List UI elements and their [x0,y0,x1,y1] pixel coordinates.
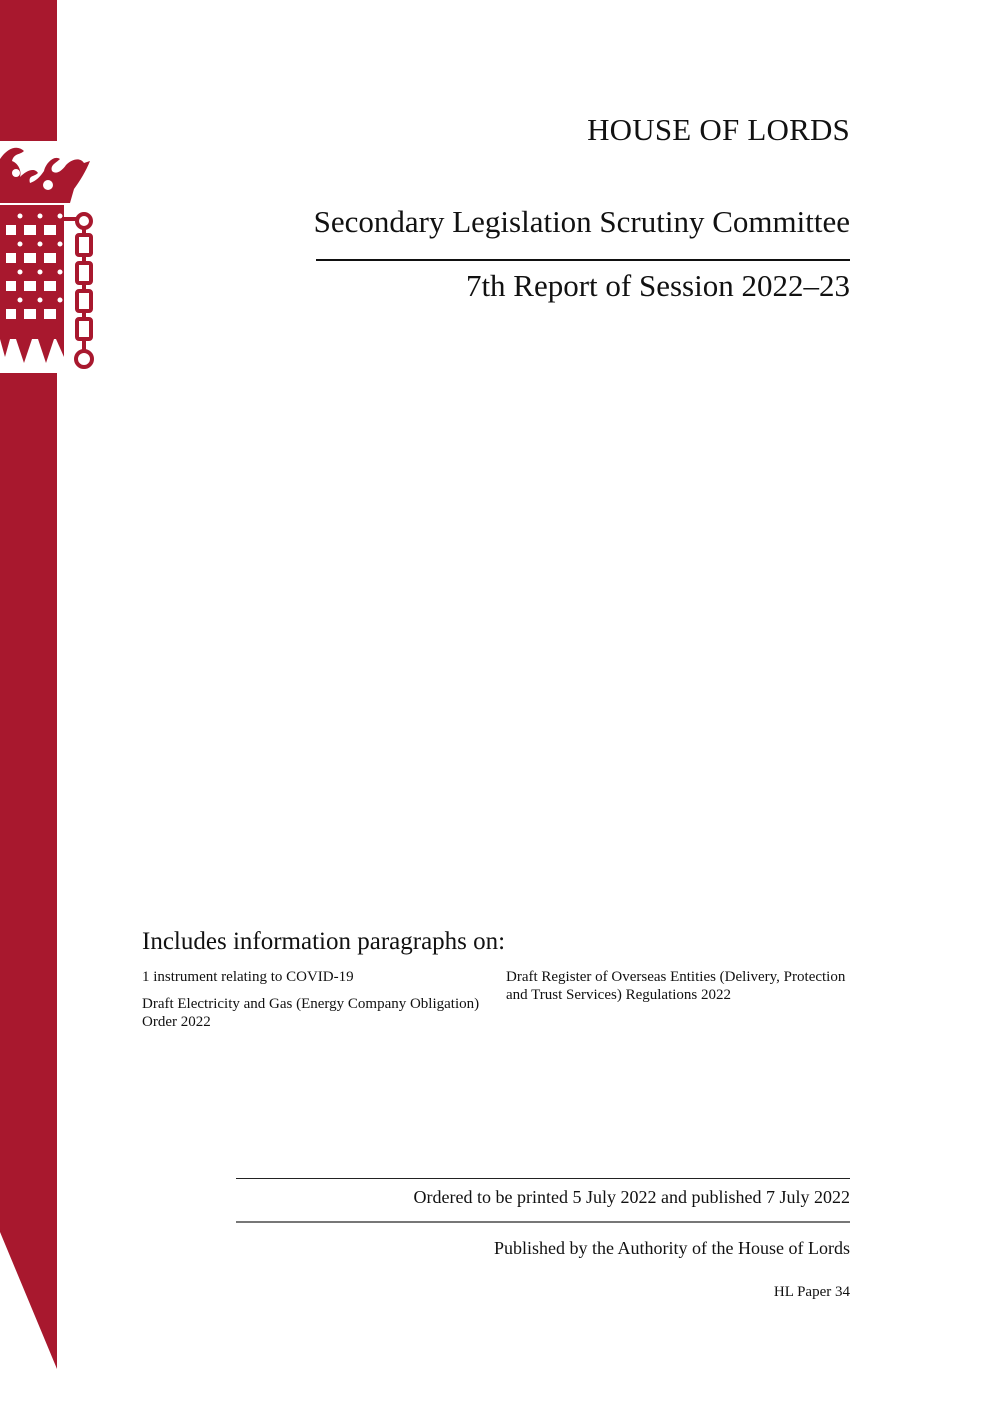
includes-item: Draft Electricity and Gas (Energy Company Obligation) Order 2022 [142,996,480,1030]
ordered-date: Ordered to be printed 5 July 2022 and published 7 July 2022 [413,1187,850,1207]
committee-name: Secondary Legislation Scrutiny Committee [313,204,850,239]
publisher-line: Published by the Authority of the House of Lords [494,1238,850,1258]
paper-number: HL Paper 34 [773,1284,850,1300]
includes-heading: Includes information paragraphs on: [142,928,506,955]
footer-divider-bottom [236,1221,850,1223]
includes-item: 1 instrument relating to COVID-19 [142,969,354,985]
house-title: HOUSE OF LORDS [587,112,850,147]
report-title: 7th Report of Session 2022–23 [465,268,850,303]
includes-column-right [506,968,851,1013]
includes-item: Draft Register of Overseas Entities (Delivery, Protection and Trust Services) Regulations 2022 [506,969,846,1003]
includes-column-left [142,968,482,1040]
footer-divider-top [236,1178,850,1179]
portcullis-crown-icon [0,141,100,373]
header-divider [316,259,850,261]
